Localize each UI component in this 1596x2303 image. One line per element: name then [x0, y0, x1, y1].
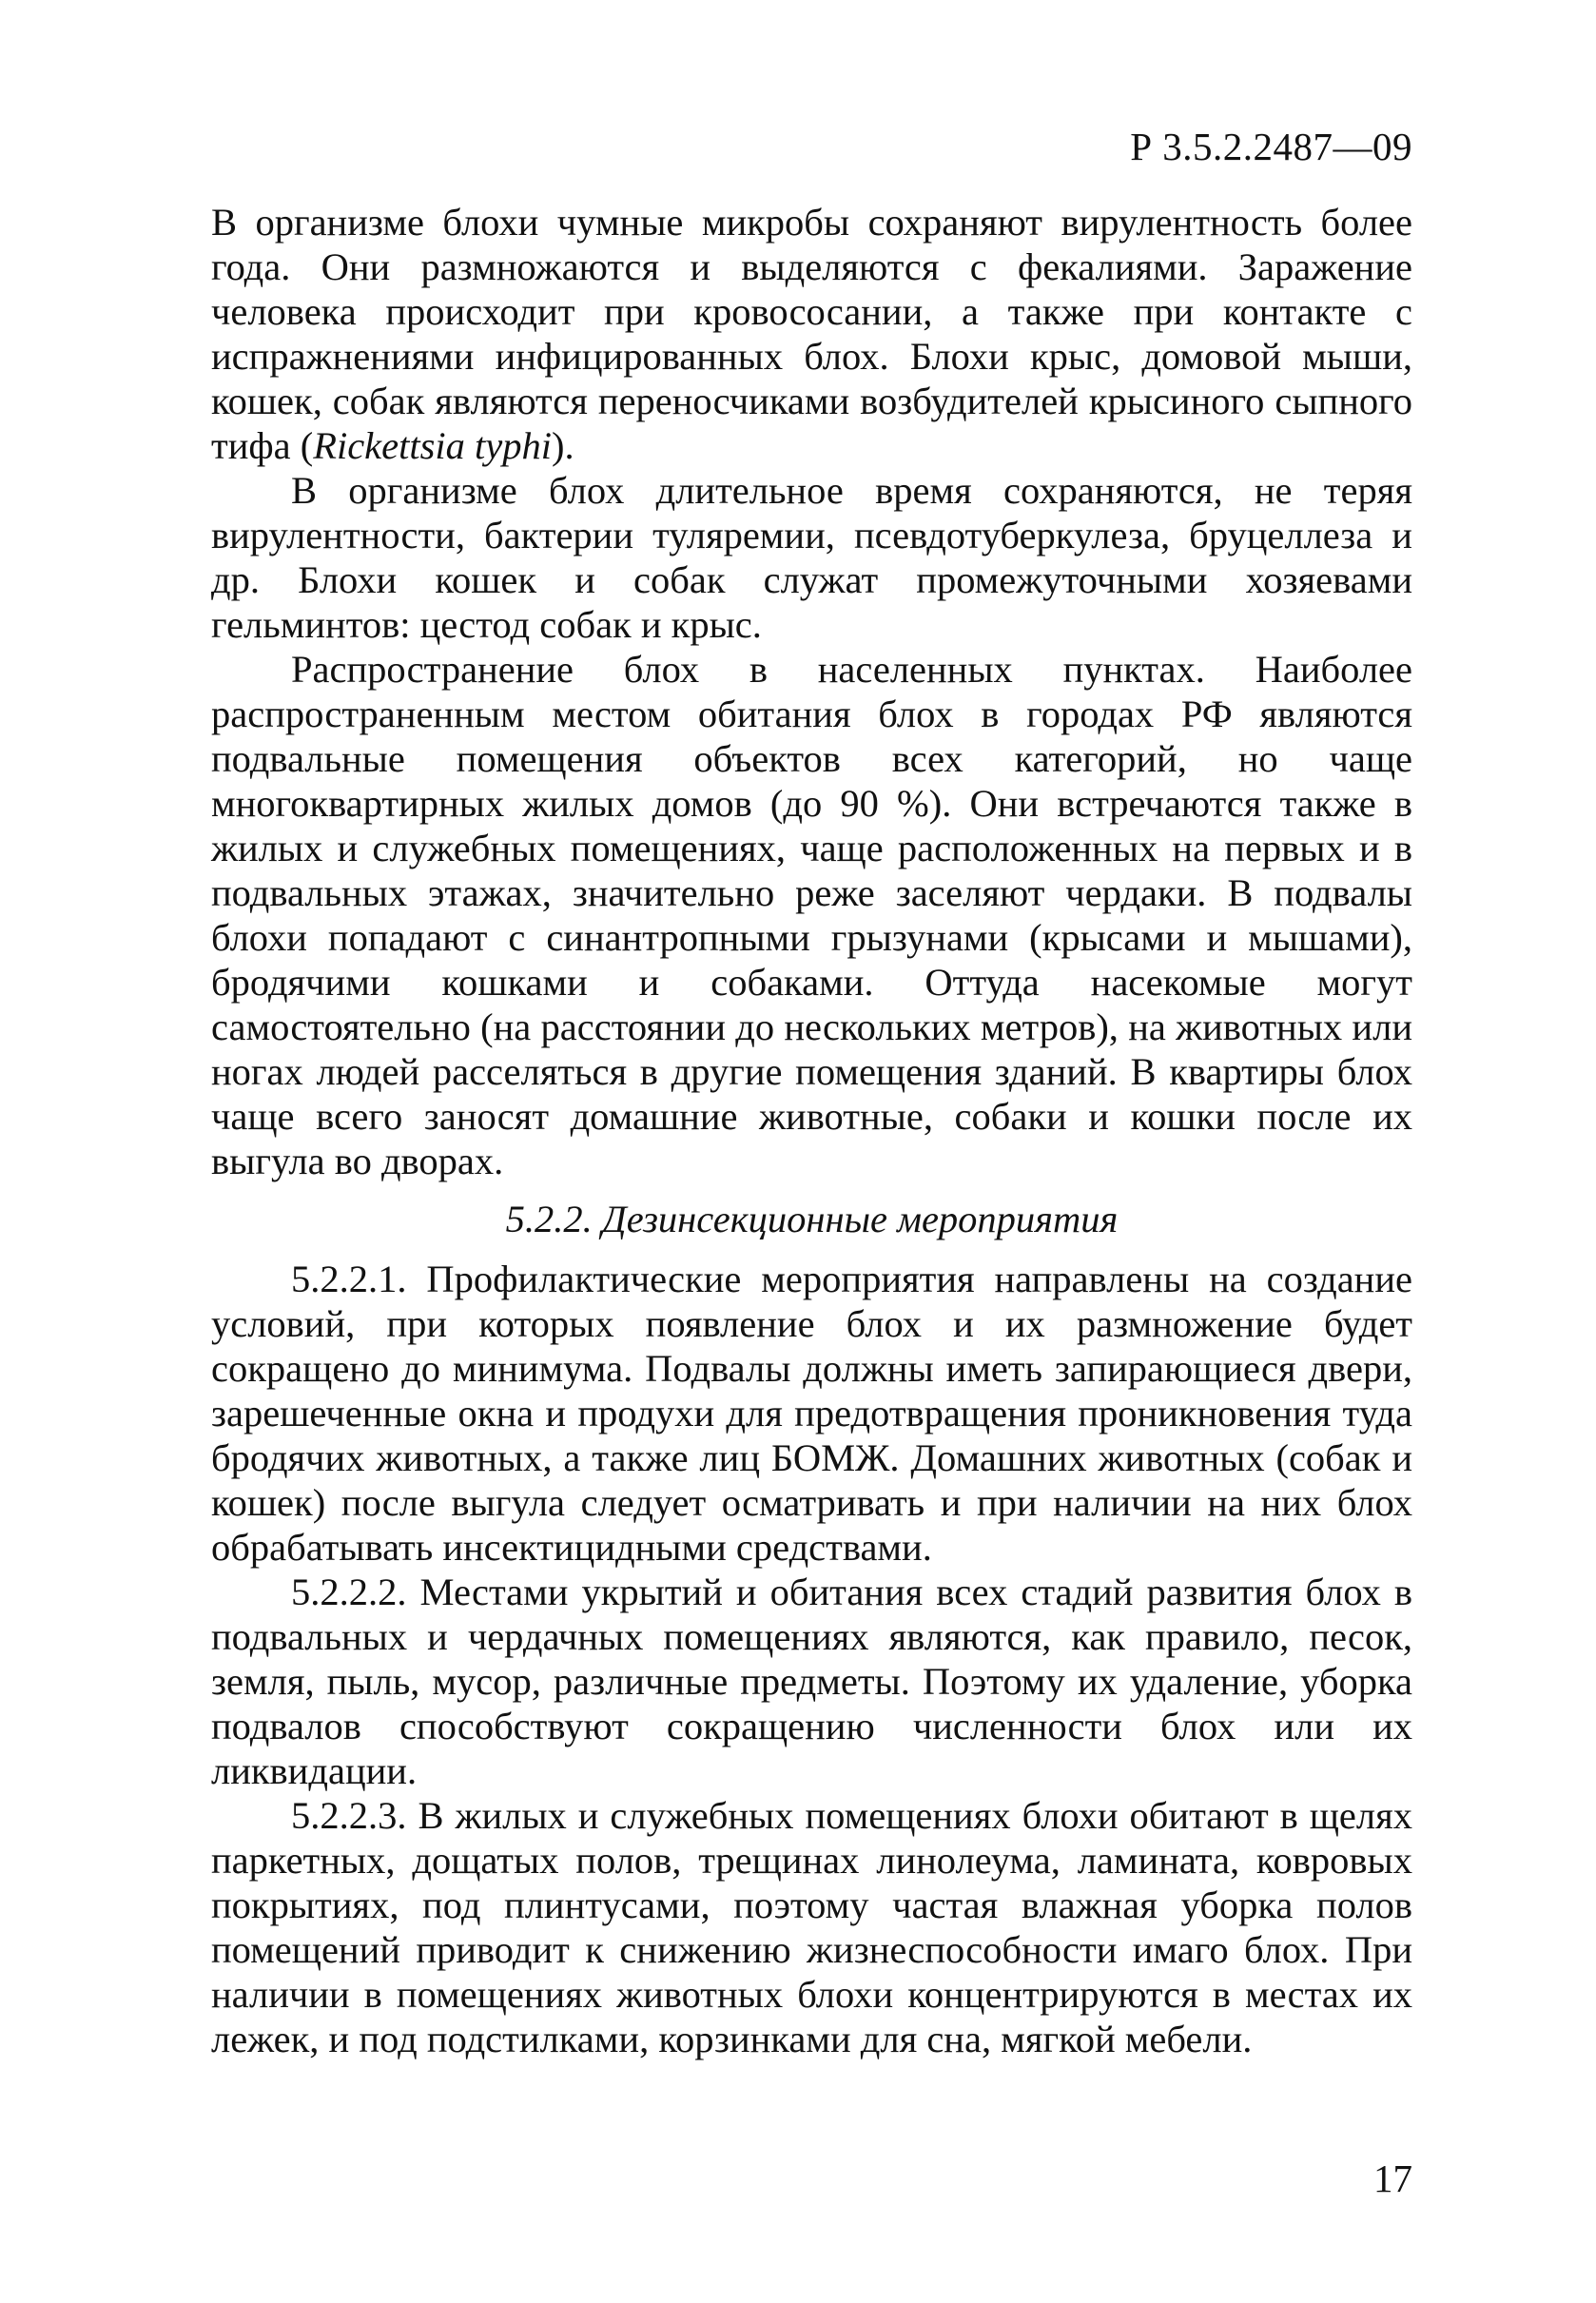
species-name: Rickettsia typhi — [313, 424, 552, 467]
paragraph-plague-microbes — [211, 200, 1412, 468]
paragraph-5-2-2-3: 5.2.2.3. В жилых и служебных помещениях блохи обитают в щелях паркетных, дощатых полов, трещинах линолеума, ламината, ковровых покрытиях, под плинтусами, поэтому частая влажная уборка полов помещений приводит к снижению жизнеспособности имаго блох. При наличии в помещениях животных блохи концентрируются в местах их лежек, и под подстилками, корзинками для сна, мягкой мебели. — [211, 1794, 1412, 2060]
paragraph-bacteria: В организме блох длительное время сохраняются, не теряя вирулентности, бактерии туляремии, псевдотуберкулеза, бруцеллеза и др. Блохи кошек и собак служат промежуточными хозяевами гельминтов: цестод собак и крыс. — [211, 469, 1412, 646]
document-code: Р 3.5.2.2487—09 — [1130, 125, 1412, 168]
page-body — [211, 200, 1412, 2061]
paragraph-distribution: Распространение блох в населенных пунктах. Наиболее распространенным местом обитания блох в городах РФ являются подвальные помещения объектов всех категорий, но чаще многоквартирных жилых домов (до 90 %). Они встречаются также в жилых и служебных помещениях, чаще расположенных на первых и в подвальных этажах, значительно реже заселяют чердаки. В подвалы блохи попадают с синантропными грызунами (крысами и мышами), бродячими кошками и собаками. Оттуда насекомые могут самостоятельно (на расстоянии до нескольких метров), на животных или ногах людей расселяться в другие помещения зданий. В квартиры блох чаще всего заносят домашние животные, собаки и кошки после их выгула во дворах. — [211, 648, 1412, 1182]
paragraph-text-end: ). — [552, 424, 574, 467]
paragraph-5-2-2-1: 5.2.2.1. Профилактические мероприятия направлены на создание условий, при которых появление блох и их размножение будет сокращено до минимума. Подвалы должны иметь запирающиеся двери, зарешеченные окна и продухи для предотвращения проникновения туда бродячих животных, а также лиц БОМЖ. Домашних животных (собак и кошек) после выгула следует осматривать и при наличии на них блох обрабатывать инсектицидными средствами. — [211, 1258, 1412, 1569]
section-heading: 5.2.2. Дезинсекционные мероприятия — [505, 1198, 1119, 1240]
paragraph-text: В организме блохи чумные микробы сохраняют вирулентность более года. Они размножаются и выделяются с фекалиями. Заражение человека происходит при кровососании, а также при контакте с испражнениями инфицированных блох. Блохи крыс, домовой мыши, кошек, собак являются переносчиками возбудителей крысиного сыпного тифа ( — [211, 201, 1412, 467]
paragraph-5-2-2-2: 5.2.2.2. Местами укрытий и обитания всех стадий развития блох в подвальных и чердачных помещениях являются, как правило, песок, земля, пыль, мусор, различные предметы. Поэтому их удаление, уборка подвалов способствуют сокращению численности блох или их ликвидации. — [211, 1571, 1412, 1792]
page-number: 17 — [1373, 2157, 1412, 2200]
